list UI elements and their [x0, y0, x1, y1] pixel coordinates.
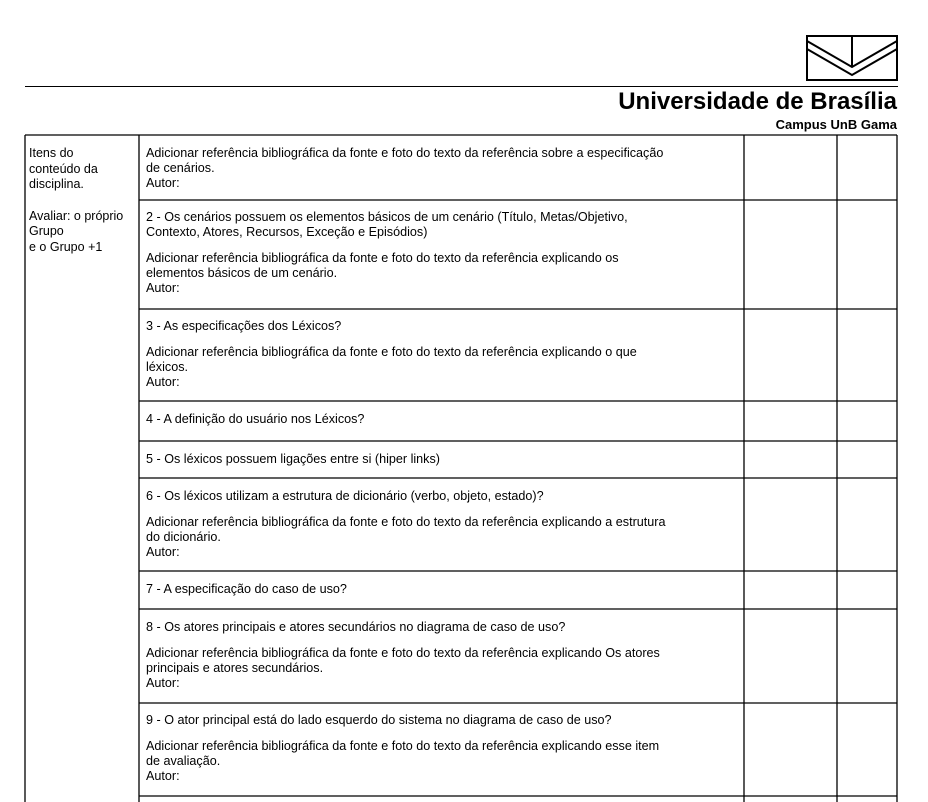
- sidebar-line: Avaliar: o próprio: [29, 208, 124, 223]
- question-text: 6 - Os léxicos utilizam a estrutura de dicionário (verbo, objeto, estado)?: [146, 489, 544, 503]
- reference-text: Adicionar referência bibliográfica da fonte e foto do texto da referência explicando Os atores: [146, 646, 660, 660]
- campus-subtitle: Campus UnB Gama: [775, 117, 897, 132]
- table-row: [146, 210, 738, 296]
- reference-text: de cenários.: [146, 161, 215, 175]
- table-row: [146, 319, 738, 390]
- author-label: Autor:: [146, 769, 180, 783]
- table-row: [146, 489, 738, 560]
- unb-logo-icon: [806, 35, 898, 81]
- reference-text: Adicionar referência bibliográfica da fonte e foto do texto da referência sobre a especificação: [146, 146, 664, 160]
- question-text: 2 - Os cenários possuem os elementos básicos de um cenário (Título, Metas/Objetivo,: [146, 210, 628, 224]
- question-text: 3 - As especificações dos Léxicos?: [146, 319, 342, 333]
- reference-text: de avaliação.: [146, 754, 221, 768]
- table-row: [146, 713, 738, 784]
- question-text: 7 - A especificação do caso de uso?: [146, 582, 347, 596]
- header-rule: [25, 86, 898, 87]
- author-label: Autor:: [146, 176, 180, 190]
- author-label: Autor:: [146, 281, 180, 295]
- reference-text: elementos básicos de um cenário.: [146, 266, 338, 280]
- author-label: Autor:: [146, 676, 180, 690]
- university-title: Universidade de Brasília: [618, 88, 897, 115]
- sidebar-line: Grupo: [29, 224, 64, 238]
- author-label: Autor:: [146, 375, 180, 389]
- table-row: [146, 620, 738, 691]
- sidebar-line: e o Grupo +1: [29, 239, 103, 254]
- reference-text: Adicionar referência bibliográfica da fonte e foto do texto da referência explicando a estrutura: [146, 515, 666, 529]
- question-text: 4 - A definição do usuário nos Léxicos?: [146, 412, 365, 426]
- question-text: Contexto, Atores, Recursos, Exceção e Episódios): [146, 225, 428, 239]
- question-text: 5 - Os léxicos possuem ligações entre si (hiper links): [146, 452, 440, 466]
- sidebar-line: Itens do: [29, 146, 74, 160]
- reference-text: Adicionar referência bibliográfica da fonte e foto do texto da referência explicando os: [146, 251, 619, 265]
- reference-text: do dicionário.: [146, 530, 221, 544]
- sidebar-line: disciplina.: [29, 177, 84, 191]
- table-row: [146, 146, 738, 191]
- reference-text: Adicionar referência bibliográfica da fonte e foto do texto da referência explicando esse item: [146, 739, 660, 753]
- author-label: Autor:: [146, 545, 180, 559]
- table-row: [146, 452, 738, 467]
- sidebar-description: [29, 146, 141, 255]
- table-row: [146, 412, 738, 427]
- reference-text: Adicionar referência bibliográfica da fonte e foto do texto da referência explicando o que: [146, 345, 637, 359]
- reference-text: principais e atores secundários.: [146, 661, 324, 675]
- question-text: 9 - O ator principal está do lado esquerdo do sistema no diagrama de caso de uso?: [146, 713, 612, 727]
- table-row: [146, 582, 738, 597]
- reference-text: léxicos.: [146, 360, 188, 374]
- question-text: 8 - Os atores principais e atores secundários no diagrama de caso de uso?: [146, 620, 566, 634]
- sidebar-line: conteúdo da: [29, 161, 98, 176]
